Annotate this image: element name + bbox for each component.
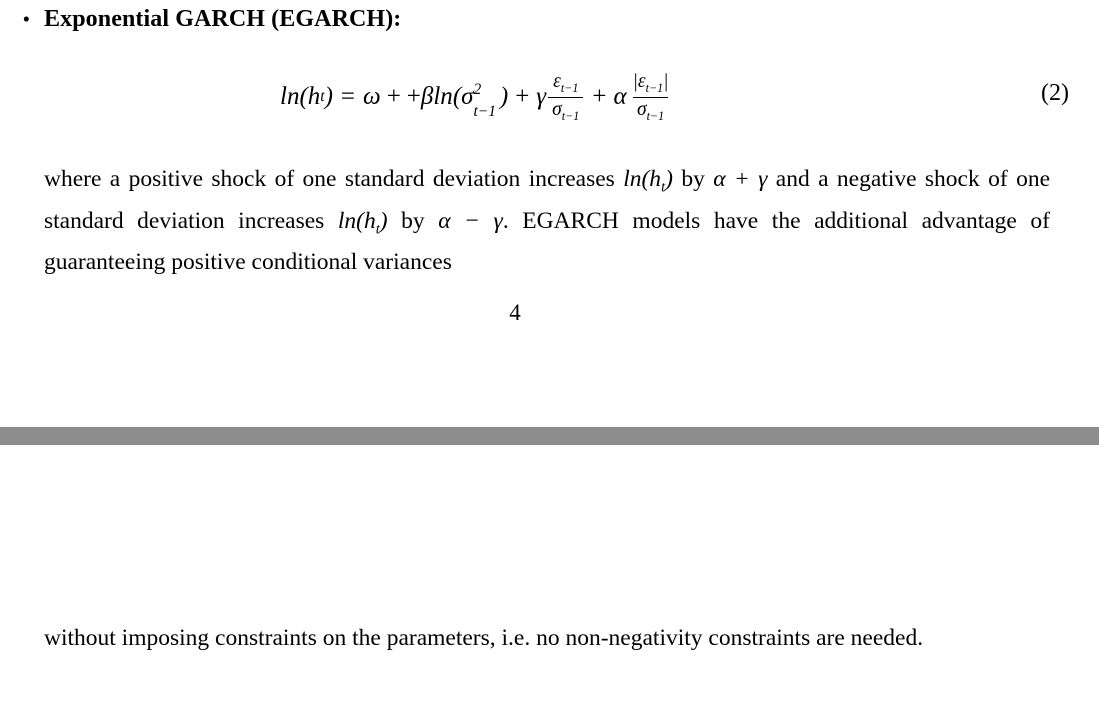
eq-plus-2: + [406,83,421,110]
para1-math3: ln(h [337,207,376,234]
eq-ln-2: ln [433,83,453,110]
eq-lhs-fn: ln [280,83,300,110]
para1-seg3: and a negative shock of one standard deviation increases [44,166,1051,234]
para1-seg1: where a positive shock of one standard deviation increases [44,166,624,192]
heading-text: Exponential GARCH (EGARCH): [44,6,402,32]
para1-math1-sub: t [661,179,666,196]
eq-close-2: ) [499,83,509,110]
bullet-icon: • [22,7,30,31]
fraction-numerator [549,71,582,96]
para1-seg2: by [672,166,714,192]
para1-seg5: . EGARCH models have the additional advantage of guaranteeing positive conditional variances [44,207,1050,276]
fraction-epsilon-sigma [548,71,583,123]
frac1-num: ε [553,71,561,93]
eq-beta: β [420,83,434,110]
eq-alpha: α [613,83,627,110]
eq-sigma-sub: t−1 [473,102,496,120]
para1-math3-end: ) [379,207,388,234]
frac1-den: σ [552,98,562,120]
fraction-abs-epsilon-sigma [629,71,673,123]
eq-lhs-open: (h [299,83,321,110]
eq-lhs-close: ) [324,83,333,110]
eq-plus-4: + [592,83,607,110]
eq-open-2: (σ [452,83,474,110]
para1-math1-end: ) [665,166,673,192]
para1-math3-sub: t [375,221,380,238]
body-paragraph-1 [44,163,1050,279]
page-separator-bar [0,427,1099,445]
para1-math1: ln(h [623,166,662,192]
frac2-den-sub: t−1 [646,108,665,123]
fraction2-denominator [633,97,668,123]
fraction-denominator [548,97,583,123]
body-paragraph-2: without imposing constraints on the parameters, i.e. no non-negativity constraints are needed. [44,625,924,651]
para1-math2: α + γ [713,166,768,192]
fraction2-numerator [629,71,673,96]
eq-omega: ω [363,83,381,110]
frac2-num-end: | [663,71,669,93]
bullet-heading [0,4,1060,34]
frac1-num-sub: t−1 [560,80,579,95]
equation-block [0,62,1099,142]
page-number: 4 [509,300,521,325]
frac2-num: |ε [632,71,646,93]
para1-seg4: by [387,207,439,234]
eq-sigma-sup: 2 [473,81,482,99]
equation-expression [280,62,675,132]
eq-plus-1: + [386,83,401,110]
eq-plus-3: + [515,83,530,110]
frac1-den-sub: t−1 [561,108,580,123]
frac2-den: σ [636,98,647,120]
eq-gamma: γ [536,83,547,110]
frac2-num-sub: t−1 [645,80,664,95]
eq-lhs-sub: t [320,88,325,105]
equation-number: (2) [1041,80,1069,106]
para1-math4: α − γ [438,207,503,234]
eq-equals: = [340,83,356,110]
